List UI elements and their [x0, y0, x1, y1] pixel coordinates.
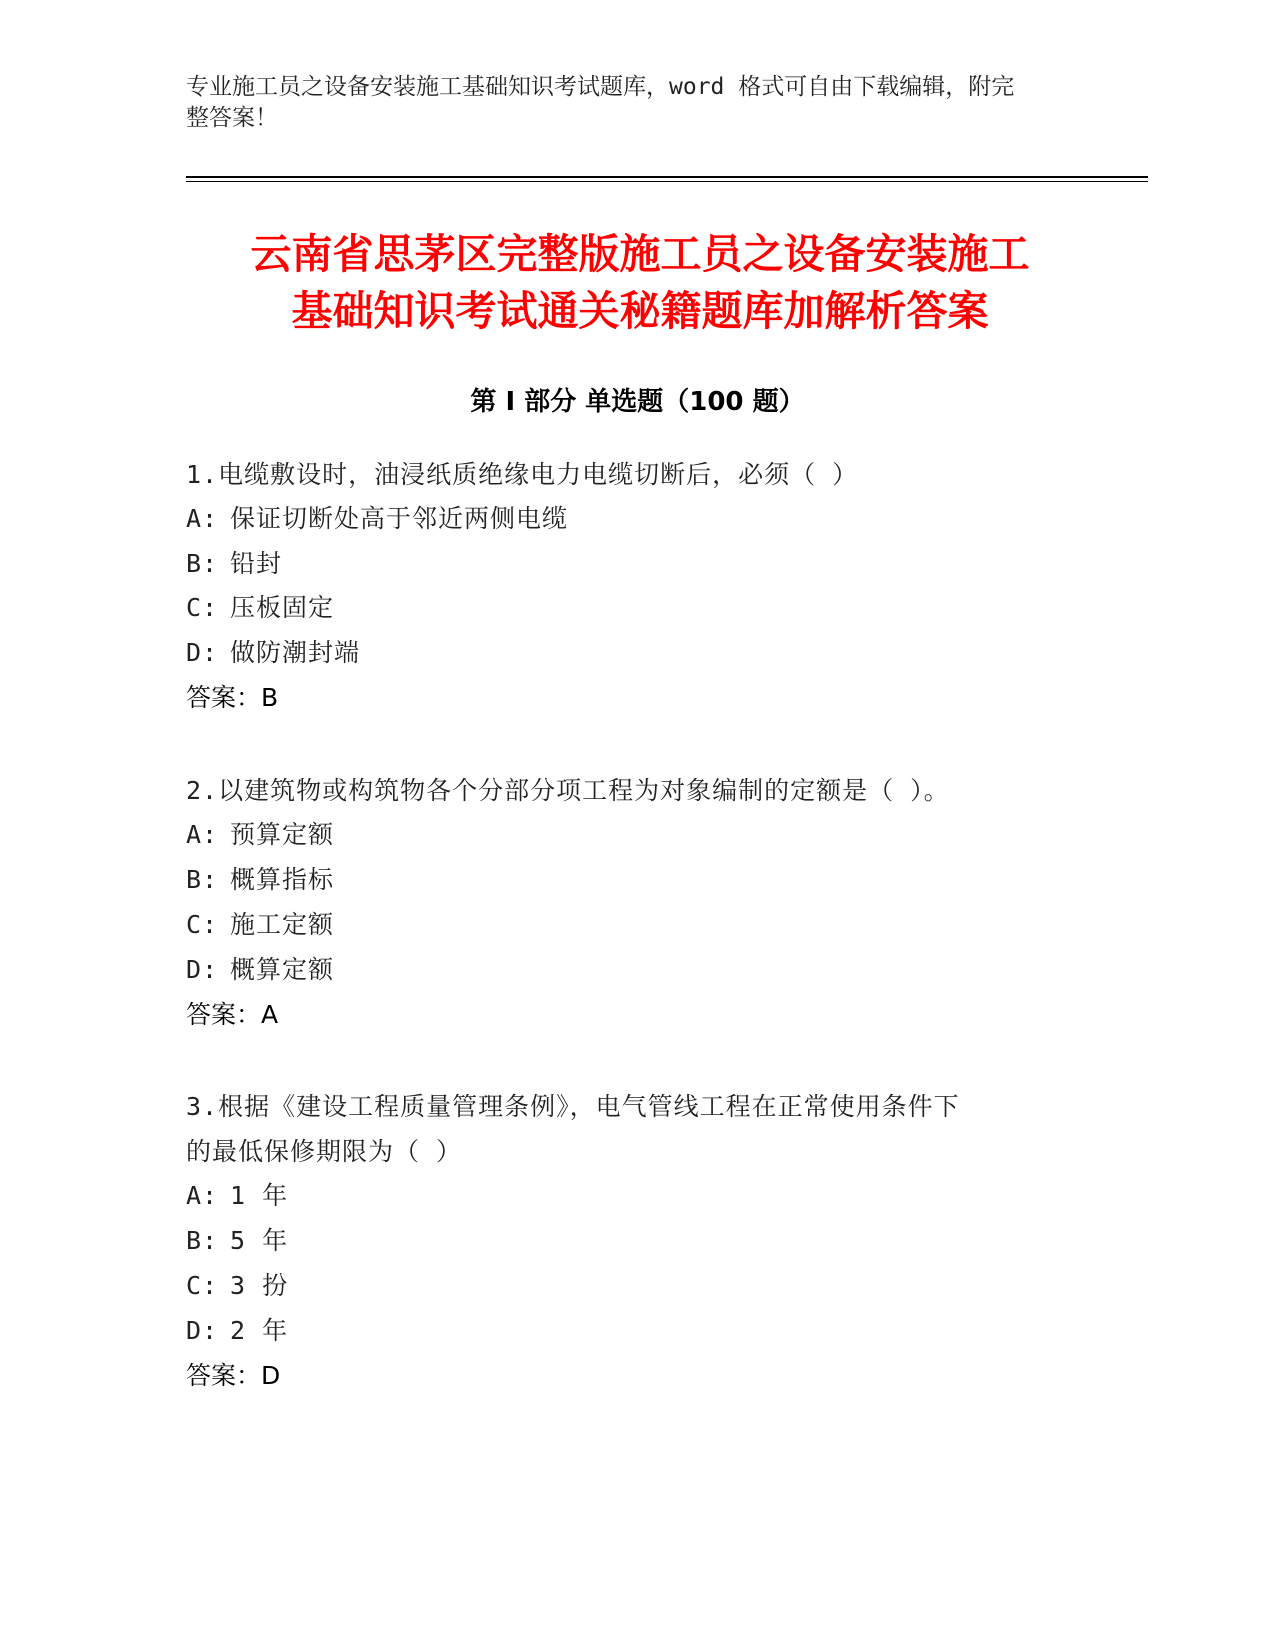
document-title	[160, 226, 1120, 340]
question-3-option-a	[186, 1178, 1066, 1214]
option-letter: A:	[186, 820, 219, 849]
option-text: 3 扮	[230, 1271, 289, 1300]
question-3-option-d	[186, 1313, 1066, 1349]
option-text: 做防潮封端	[230, 638, 361, 667]
option-letter: D:	[186, 955, 219, 984]
option-letter: D:	[186, 1316, 219, 1345]
intro-text	[186, 72, 1066, 134]
intro-line-2: 整答案！	[186, 105, 278, 131]
option-text: 预算定额	[230, 820, 335, 849]
question-1-option-b	[186, 546, 1066, 582]
option-text: 铅封	[230, 549, 283, 578]
title-line-1: 云南省思茅区完整版施工员之设备安装施工	[250, 230, 1030, 278]
question-2-text: 2.以建筑物或构筑物各个分部分项工程为对象编制的定额是（ ）。	[186, 776, 950, 805]
option-letter: A:	[186, 1181, 219, 1210]
section-heading: 第 I 部分 单选题（100 题）	[470, 387, 805, 417]
option-letter: A:	[186, 504, 219, 533]
question-3-text	[186, 1084, 1066, 1174]
title-line-2: 基础知识考试通关秘籍题库加解析答案	[291, 287, 989, 335]
question-2-option-d	[186, 952, 1066, 988]
option-letter: B:	[186, 549, 219, 578]
question-1-option-c	[186, 590, 1066, 626]
question-3-option-c	[186, 1268, 1066, 1304]
question-2-option-b	[186, 862, 1066, 898]
question-1-text: 1.电缆敷设时，油浸纸质绝缘电力电缆切断后，必须（ ）	[186, 460, 859, 489]
option-letter: B:	[186, 1226, 219, 1255]
option-text: 保证切断处高于邻近两侧电缆	[230, 504, 569, 533]
question-1-option-d	[186, 635, 1066, 671]
question-3-line-1: 3.根据《建设工程质量管理条例》，电气管线工程在正常使用条件下	[186, 1092, 960, 1121]
question-2-answer: 答案：A	[186, 1000, 279, 1029]
question-3-line-2: 的最低保修期限为（ ）	[186, 1137, 463, 1166]
question-2-option-c	[186, 907, 1066, 943]
option-text: 概算指标	[230, 865, 335, 894]
option-letter: C:	[186, 593, 219, 622]
option-letter: C:	[186, 1271, 219, 1300]
header-rule-thick	[186, 176, 1148, 178]
option-letter: B:	[186, 865, 219, 894]
option-text: 概算定额	[230, 955, 335, 984]
option-letter: C:	[186, 910, 219, 939]
header-rule-thin	[186, 181, 1148, 182]
question-1-option-a	[186, 501, 1066, 537]
option-text: 5 年	[230, 1226, 289, 1255]
question-3-option-b	[186, 1223, 1066, 1259]
option-text: 2 年	[230, 1316, 289, 1345]
question-2-option-a	[186, 817, 1066, 853]
option-letter: D:	[186, 638, 219, 667]
option-text: 1 年	[230, 1181, 289, 1210]
intro-line-1: 专业施工员之设备安装施工基础知识考试题库，word 格式可自由下载编辑，附完	[186, 74, 1015, 100]
question-3-answer: 答案：D	[186, 1361, 281, 1390]
option-text: 施工定额	[230, 910, 335, 939]
question-1-answer: 答案：B	[186, 683, 279, 712]
option-text: 压板固定	[230, 593, 335, 622]
